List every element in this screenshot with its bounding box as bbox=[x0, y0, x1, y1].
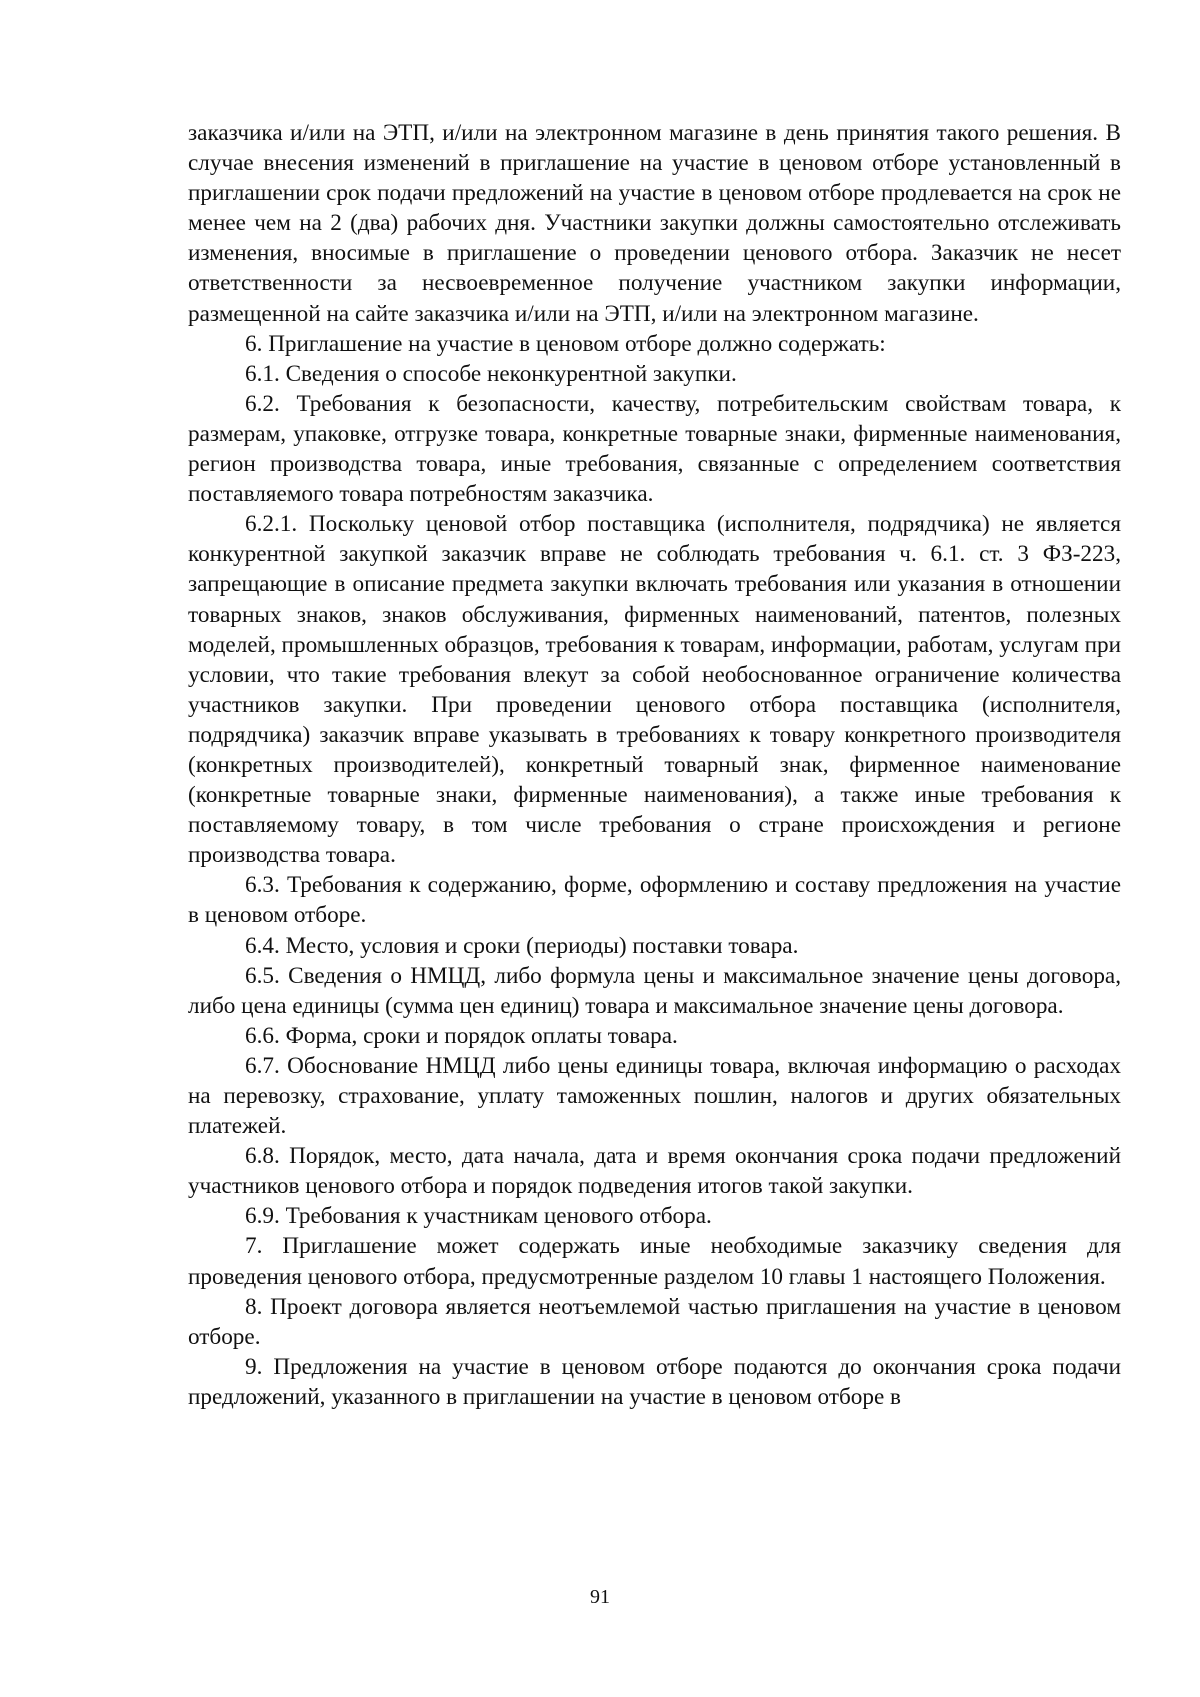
paragraph-6-9: 6.9. Требования к участникам ценового отбора. bbox=[245, 1203, 712, 1230]
document-body bbox=[188, 118, 1121, 1412]
paragraph-6-8: 6.8. Порядок, место, дата начала, дата и время окончания срока подачи предложений участников ценового отбора и порядок подведения итогов такой закупки. bbox=[188, 1143, 1121, 1200]
paragraph-6-5: 6.5. Сведения о НМЦД, либо формула цены и максимальное значение цены договора, либо цена единицы (сумма цен единиц) товара и максимальное значение цены договора. bbox=[188, 962, 1121, 1019]
paragraph-8: 8. Проект договора является неотъемлемой частью приглашения на участие в ценовом отборе. bbox=[188, 1293, 1121, 1350]
paragraph-6-6: 6.6. Форма, сроки и порядок оплаты товара. bbox=[245, 1022, 678, 1049]
paragraph-6-3: 6.3. Требования к содержанию, форме, оформлению и составу предложения на участие в ценовом отборе. bbox=[188, 872, 1121, 929]
paragraph-6: 6. Приглашение на участие в ценовом отборе должно содержать: bbox=[245, 330, 886, 357]
paragraph-6-2-1: 6.2.1. Поскольку ценовой отбор поставщика (исполнителя, подрядчика) не является конкурентной закупкой заказчик вправе не соблюдать требования ч. 6.1. ст. 3 ФЗ-223, запрещающие в описание предмета закупки включать требования или указания в отношении товарных знаков, знаков обслуживания, фирменных наименований, патентов, полезных моделей, промышленных образцов, требования к товарам, информации, работам, услугам при условии, что такие требования влекут за собой необоснованное ограничение количества участников закупки. При проведении ценового отбора поставщика (исполнителя, подрядчика) заказчик вправе указывать в требованиях к товару конкретного производителя (конкретных производителей), конкретный товарный знак, фирменное наименование (конкретные товарные знаки, фирменные наименования), а также иные требования к поставляемому товару, в том числе требования о стране происхождения и регионе производства товара. bbox=[188, 511, 1121, 869]
paragraph-6-1: 6.1. Сведения о способе неконкурентной закупки. bbox=[245, 360, 737, 387]
paragraph-6-4: 6.4. Место, условия и сроки (периоды) поставки товара. bbox=[245, 932, 799, 959]
paragraph-continuation: заказчика и/или на ЭТП, и/или на электронном магазине в день принятия такого решения. В случае внесения изменений в приглашение на участие в ценовом отборе установленный в приглашении срок подачи предложений на участие в ценовом отборе продлевается на срок не менее чем на 2 (два) рабочих дня. Участники закупки должны самостоятельно отслеживать изменения, вносимые в приглашение о проведении ценового отбора. Заказчик не несет ответственности за несвоевременное получение участником закупки информации, размещенной на сайте заказчика и/или на ЭТП, и/или на электронном магазине. bbox=[188, 120, 1121, 327]
paragraph-6-7: 6.7. Обоснование НМЦД либо цены единицы товара, включая информацию о расходах на перевозку, страхование, уплату таможенных пошлин, налогов и других обязательных платежей. bbox=[188, 1052, 1121, 1140]
paragraph-9: 9. Предложения на участие в ценовом отборе подаются до окончания срока подачи предложений, указанного в приглашении на участие в ценовом отборе в bbox=[188, 1353, 1121, 1410]
paragraph-6-2: 6.2. Требования к безопасности, качеству, потребительским свойствам товара, к размерам, упаковке, отгрузке товара, конкретные товарные знаки, фирменные наименования, регион производства товара, иные требования, связанные с определением соответствия поставляемого товара потребностям заказчика. bbox=[188, 390, 1121, 508]
paragraph-7: 7. Приглашение может содержать иные необходимые заказчику сведения для проведения ценового отбора, предусмотренные разделом 10 главы 1 настоящего Положения. bbox=[188, 1233, 1121, 1290]
page-number: 91 bbox=[590, 1586, 610, 1608]
